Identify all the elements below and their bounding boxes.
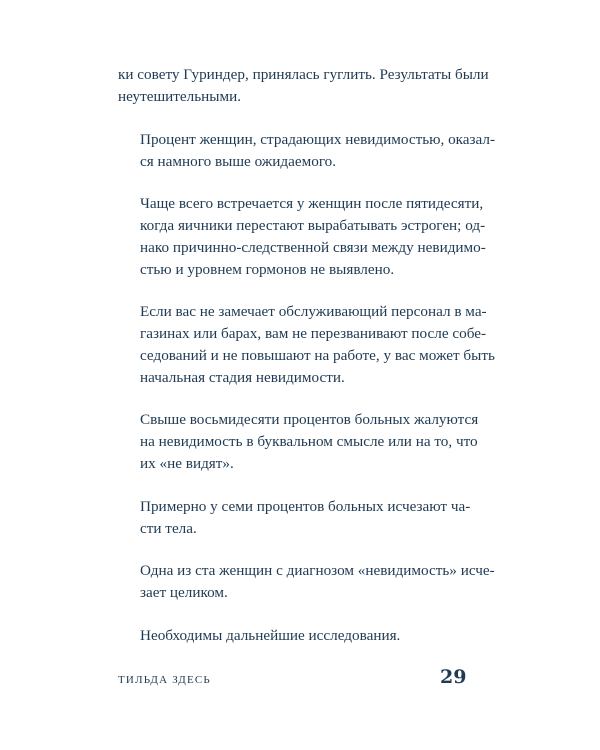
- page-number: 29: [440, 666, 467, 688]
- paragraph-3-line-4: начальная стадия невидимости.: [140, 369, 345, 386]
- paragraph-2-line-2: когда яичники перестают вырабатывать эстроген; од-: [140, 217, 486, 234]
- paragraph-2-line-1: Чаще всего встречается у женщин после пятидесяти,: [140, 195, 484, 212]
- paragraph-7-line-1: Необходимы дальнейшие исследования.: [140, 627, 401, 644]
- paragraph-1-line-1: Процент женщин, страдающих невидимостью, оказал-: [140, 131, 496, 148]
- paragraph-3-line-1: Если вас не замечает обслуживающий персонал в ма-: [140, 303, 487, 320]
- paragraph-6-line-2: зает целиком.: [140, 584, 228, 601]
- paragraph-6-line-1: Одна из ста женщин с диагнозом «невидимость» исче-: [140, 562, 495, 579]
- paragraph-5-line-2: сти тела.: [140, 520, 197, 537]
- running-title: ТИЛЬДА ЗДЕСЬ: [118, 674, 211, 686]
- paragraph-4-line-2: на невидимость в буквальном смысле или на то, что: [140, 433, 478, 450]
- paragraph-4-line-1: Свыше восьмидесяти процентов больных жалуются: [140, 411, 479, 428]
- paragraph-3-line-3: седований и не повышают на работе, у вас может быть: [140, 347, 495, 364]
- paragraph-1-line-2: ся намного выше ожидаемого.: [140, 153, 337, 170]
- intro-line-1: ки совету Гуриндер, принялась гуглить. Результаты были: [118, 66, 489, 83]
- paragraph-5-line-1: Примерно у семи процентов больных исчезают ча-: [140, 498, 471, 515]
- intro-line-2: неутешительными.: [118, 88, 242, 105]
- paragraph-4-line-3: их «не видят».: [140, 455, 234, 472]
- paragraph-3-line-2: газинах или барах, вам не перезванивают после собе-: [140, 325, 487, 342]
- paragraph-2-line-4: стью и уровнем гормонов не выявлено.: [140, 261, 395, 278]
- paragraph-2-line-3: нако причинно-следственной связи между невидимо-: [140, 239, 486, 256]
